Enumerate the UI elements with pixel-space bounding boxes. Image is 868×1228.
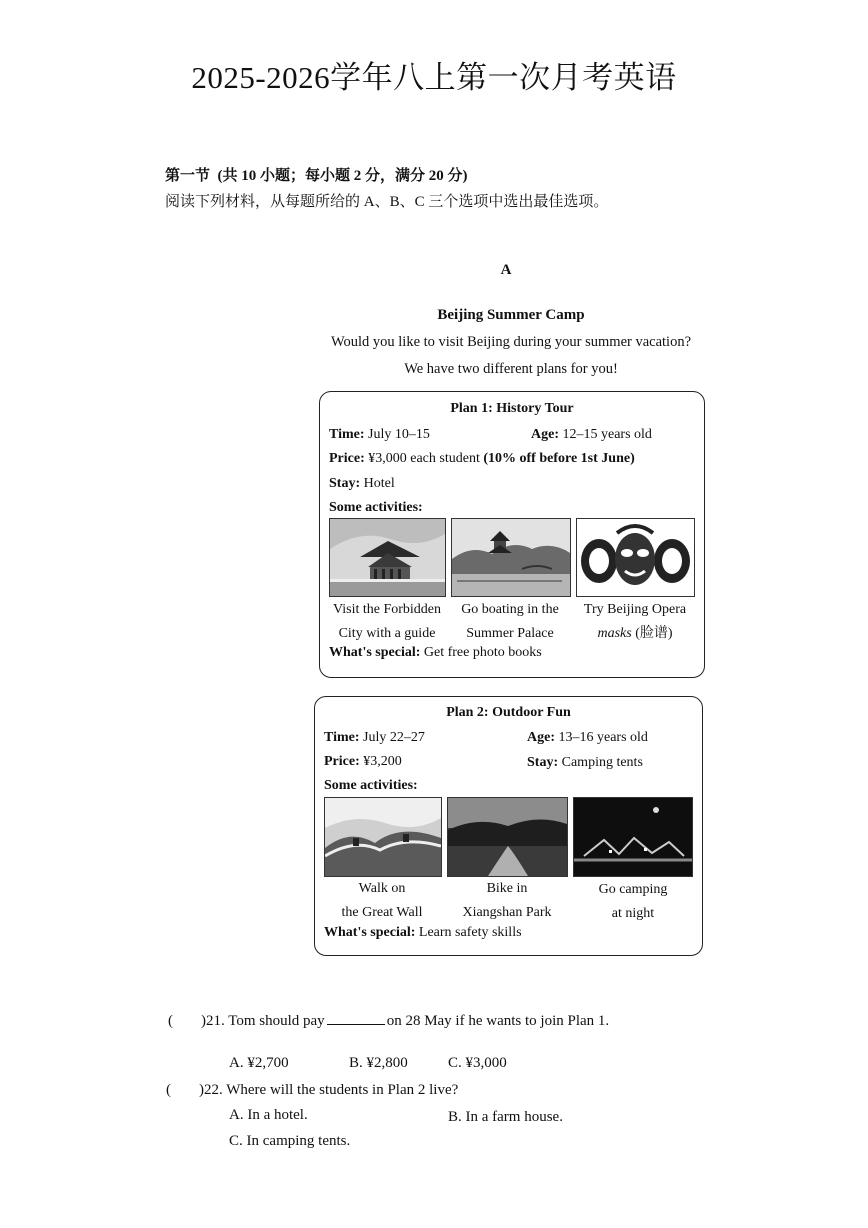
question-21-option-a[interactable]: A. ¥2,700: [229, 1055, 289, 1071]
plan1-title: Plan 1: History Tour: [450, 401, 574, 416]
section-scoring: (共 10 小题；每小题 2 分，满分 20 分): [217, 168, 468, 184]
answer-blank[interactable]: [327, 1024, 385, 1025]
xiangshan-park-photo: [447, 797, 568, 877]
plan1-activity-3-caption: Try Beijing Opera masks (脸谱): [583, 602, 687, 641]
plan1-time: Time: July 10–15: [329, 427, 430, 442]
forbidden-city-photo: [329, 518, 446, 597]
plan1-stay: Stay: Hotel: [329, 476, 395, 491]
great-wall-photo: [324, 797, 442, 877]
plan1-discount: (10% off before 1st June): [483, 451, 635, 466]
plan2-activities-label: Some activities:: [324, 778, 418, 793]
plan2-special: What's special: Learn safety skills: [324, 925, 522, 940]
plan1-activities-label: Some activities:: [329, 500, 423, 515]
exam-title: 2025-2026学年八上第一次月考英语: [191, 60, 677, 95]
section-instruction: 阅读下列材料，从每题所给的 A、B、C 三个选项中选出最佳选项。: [165, 194, 609, 210]
plan1-age: Age: 12–15 years old: [531, 427, 652, 442]
section-number: 第一节: [165, 168, 211, 184]
passage-intro-1: Would you like to visit Beijing during your summer vacation?: [330, 334, 692, 350]
question-22-stem: ( )22. Where will the students in Plan 2 live?: [166, 1082, 459, 1098]
plan2-stay: Stay: Camping tents: [527, 755, 643, 770]
plan2-title: Plan 2: Outdoor Fun: [446, 705, 571, 720]
section-heading: [165, 164, 468, 185]
camping-night-photo: [573, 797, 693, 877]
plan2-price: Price: ¥3,200: [324, 754, 402, 769]
plan1-activity-1-caption: Visit the Forbidden City with a guide: [332, 602, 442, 641]
question-21-option-c[interactable]: C. ¥3,000: [448, 1055, 507, 1071]
opera-masks-photo: [576, 518, 695, 597]
passage-intro-2: We have two different plans for you!: [404, 361, 618, 377]
plan2-activity-3-caption: Go camping at night: [598, 882, 668, 921]
question-21-option-b[interactable]: B. ¥2,800: [349, 1055, 408, 1071]
passage-title: Beijing Summer Camp: [437, 307, 585, 323]
plan1-price: Price: ¥3,000 each student (10% off before 1st June): [329, 451, 635, 466]
summer-palace-photo: [451, 518, 571, 597]
question-22-option-c[interactable]: C. In camping tents.: [229, 1133, 351, 1149]
passage-letter: A: [500, 262, 512, 278]
plan2-activity-2-caption: Bike in Xiangshan Park: [462, 881, 552, 920]
plan2-age: Age: 13–16 years old: [527, 730, 648, 745]
question-22-option-a[interactable]: A. In a hotel.: [229, 1107, 308, 1123]
question-21-stem: ( )21. Tom should pay on 28 May if he wants to join Plan 1.: [168, 1013, 610, 1029]
plan1-special: What's special: Get free photo books: [329, 645, 542, 660]
question-22-option-b[interactable]: B. In a farm house.: [448, 1109, 563, 1125]
plan2-time: Time: July 22–27: [324, 730, 425, 745]
plan1-activity-2-caption: Go boating in the Summer Palace: [461, 602, 559, 641]
plan2-activity-1-caption: Walk on the Great Wall: [341, 881, 423, 920]
